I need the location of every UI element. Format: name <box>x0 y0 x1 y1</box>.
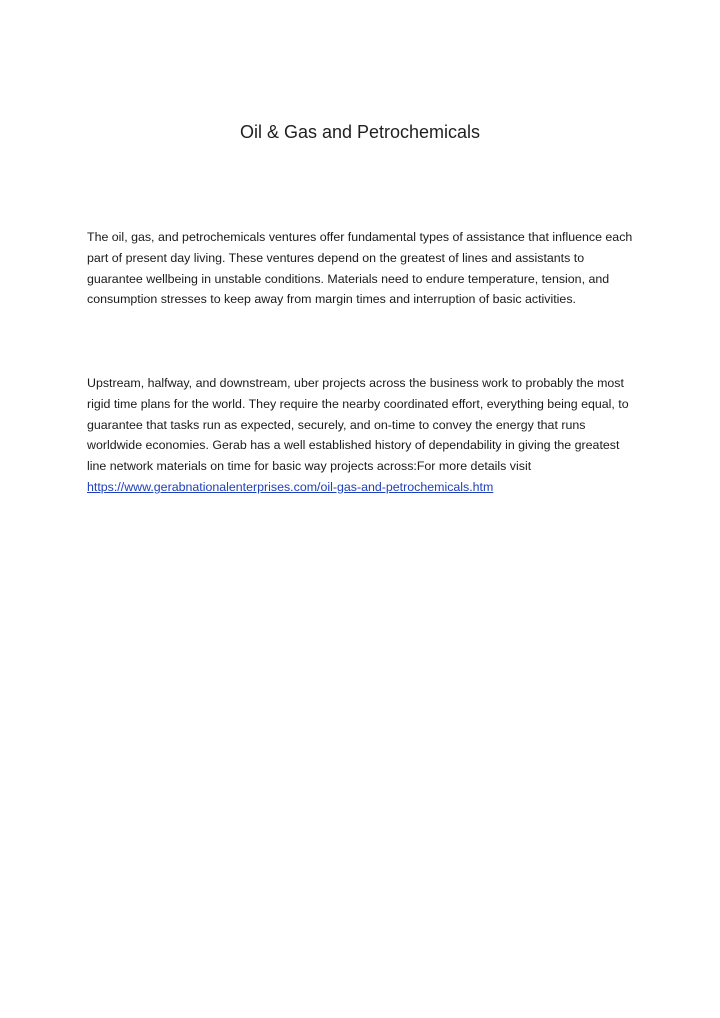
paragraph-details-text: Upstream, halfway, and downstream, uber projects across the business work to probably the most rigid time plans for the world. They require the nearby coordinated effort, everything being equal, to guarantee that tasks run as expected, securely, and on-time to convey the energy that runs worldwide economies. Gerab has a well established history of dependability in giving the greatest line network materials on time for basic way projects across:For more details visit <box>87 376 629 474</box>
details-link[interactable]: https://www.gerabnationalenterprises.com/oil-gas-and-petrochemicals.htm <box>87 479 494 494</box>
paragraph-details <box>87 373 635 498</box>
paragraph-intro: The oil, gas, and petrochemicals ventures offer fundamental types of assistance that influence each part of present day living. These ventures depend on the greatest of lines and assistants to guarantee wellbeing in unstable conditions. Materials need to endure temperature, tension, and consumption stresses to keep away from margin times and interruption of basic activities. <box>87 230 633 307</box>
page-title: Oil & Gas and Petrochemicals <box>239 122 481 142</box>
